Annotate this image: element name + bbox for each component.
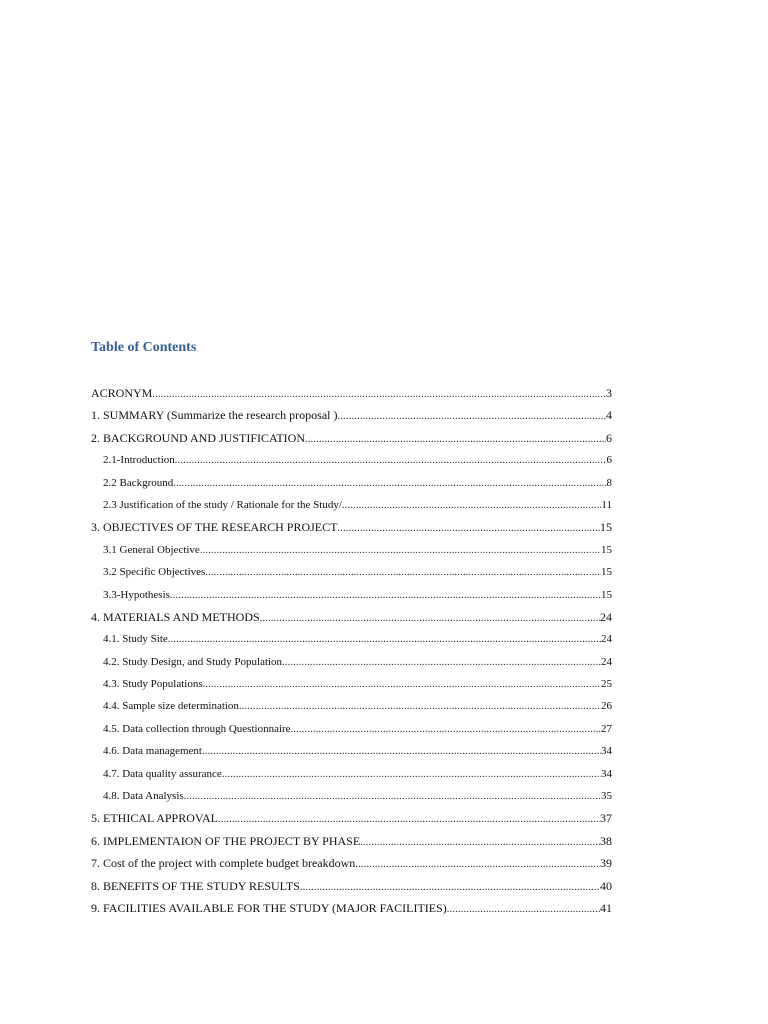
dot-leader [338, 406, 606, 426]
dot-leader [222, 764, 601, 785]
toc-entry-page-number: 41 [600, 900, 612, 915]
toc-entry-label: 4.1. Study Site [103, 633, 168, 646]
toc-entry-page-number: 40 [600, 878, 612, 893]
toc-entry-label: 4.8. Data Analysis [103, 790, 184, 803]
dot-leader [200, 540, 601, 561]
toc-entry-page-number: 8 [606, 476, 612, 489]
toc-entry-label: 9. FACILITIES AVAILABLE FOR THE STUDY (MAJOR FACILITIES) [91, 900, 447, 915]
toc-entry[interactable] [91, 651, 612, 673]
toc-entry-page-number: 39 [600, 856, 612, 871]
toc-entry-label: 6. IMPLEMENTAION OF THE PROJECT BY PHASE [91, 833, 361, 848]
toc-entry[interactable] [91, 404, 612, 426]
toc-entry-label: 4. MATERIALS AND METHODS [91, 609, 260, 624]
toc-entry-page-number: 15 [600, 520, 612, 535]
toc-entry[interactable] [91, 516, 612, 538]
dot-leader [205, 562, 601, 583]
toc-entry-page-number: 15 [601, 588, 612, 601]
toc-entry[interactable] [91, 539, 612, 561]
toc-entry-page-number: 35 [601, 790, 612, 803]
toc-entry-label: 3.1 General Objective [103, 543, 200, 556]
toc-entry-label: 2.1-Introduction [103, 454, 175, 467]
toc-entry[interactable] [91, 449, 612, 471]
toc-entry-label: 3.2 Specific Objectives [103, 566, 206, 579]
dot-leader [202, 741, 601, 762]
toc-entry[interactable] [91, 875, 612, 897]
table-of-contents [91, 382, 612, 919]
dot-leader [337, 518, 600, 538]
toc-entry-label: 8. BENEFITS OF THE STUDY RESULTS [91, 878, 300, 893]
toc-entry[interactable] [91, 472, 612, 494]
toc-entry-page-number: 24 [601, 655, 612, 668]
dot-leader [170, 585, 601, 606]
toc-entry-label: 4.2. Study Design, and Study Population [103, 655, 283, 668]
toc-entry-label: 4.5. Data collection through Questionnaire [103, 722, 291, 735]
dot-leader [282, 652, 601, 673]
toc-entry-page-number: 15 [601, 566, 612, 579]
toc-title: Table of Contents [91, 340, 197, 355]
toc-entry-page-number: 24 [601, 633, 612, 646]
dot-leader [175, 450, 607, 471]
toc-entry[interactable] [91, 606, 612, 628]
toc-entry[interactable] [91, 740, 612, 762]
toc-entry[interactable] [91, 897, 612, 919]
toc-entry-label: 4.4. Sample size determination [103, 700, 239, 713]
dot-leader [305, 429, 606, 449]
toc-entry-page-number: 38 [600, 833, 612, 848]
toc-entry-label: 2.3 Justification of the study / Rationale for the Study/ [103, 498, 342, 511]
dot-leader [355, 854, 600, 874]
toc-entry-page-number: 3 [606, 386, 612, 400]
toc-entry-label: 4.7. Data quality assurance [103, 767, 222, 780]
toc-entry[interactable] [91, 382, 612, 404]
toc-entry-label: 5. ETHICAL APPROVAL [91, 811, 219, 826]
dot-leader [184, 786, 601, 807]
dot-leader [342, 495, 601, 516]
toc-entry-label: 7. Cost of the project with complete budget breakdown [91, 856, 356, 871]
toc-entry[interactable] [91, 830, 612, 852]
toc-entry[interactable] [91, 852, 612, 874]
toc-entry-label: 3. OBJECTIVES OF THE RESEARCH PROJECT [91, 520, 338, 535]
toc-entry-label: 4.3. Study Populations [103, 678, 203, 691]
toc-entry-label: 2. BACKGROUND AND JUSTIFICATION [91, 430, 306, 445]
toc-entry-page-number: 34 [601, 745, 612, 758]
toc-entry-label: 4.6. Data management [103, 745, 202, 758]
toc-entry[interactable] [91, 427, 612, 449]
toc-entry-page-number: 34 [601, 767, 612, 780]
toc-entry[interactable] [91, 561, 612, 583]
toc-entry-label: ACRONYM [91, 386, 153, 400]
dot-leader [360, 832, 600, 852]
toc-entry-page-number: 6 [606, 430, 612, 445]
dot-leader [218, 809, 600, 829]
toc-entry-page-number: 24 [600, 609, 612, 624]
toc-entry[interactable] [91, 494, 612, 516]
dot-leader [168, 629, 601, 650]
dot-leader [152, 384, 606, 404]
dot-leader [239, 696, 601, 717]
toc-entry[interactable] [91, 718, 612, 740]
dot-leader [447, 899, 600, 919]
toc-entry[interactable] [91, 628, 612, 650]
toc-entry-page-number: 4 [606, 408, 612, 423]
toc-entry-page-number: 6 [606, 454, 612, 467]
toc-entry-label: 2.2 Background [103, 476, 174, 489]
dot-leader [203, 674, 601, 695]
toc-entry[interactable] [91, 695, 612, 717]
toc-entry[interactable] [91, 785, 612, 807]
toc-entry[interactable] [91, 763, 612, 785]
toc-entry-page-number: 37 [600, 811, 612, 826]
dot-leader [260, 608, 600, 628]
toc-entry-page-number: 27 [601, 722, 612, 735]
toc-entry-page-number: 11 [601, 498, 612, 511]
toc-entry[interactable] [91, 584, 612, 606]
toc-entry-label: 3.3-Hypothesis [103, 588, 170, 601]
toc-entry-page-number: 26 [601, 700, 612, 713]
toc-entry[interactable] [91, 673, 612, 695]
dot-leader [300, 877, 600, 897]
dot-leader [291, 719, 601, 740]
toc-entry-page-number: 25 [601, 678, 612, 691]
toc-entry[interactable] [91, 807, 612, 829]
toc-entry-label: 1. SUMMARY (Summarize the research proposal ) [91, 408, 338, 423]
dot-leader [173, 473, 606, 494]
toc-entry-page-number: 15 [601, 543, 612, 556]
